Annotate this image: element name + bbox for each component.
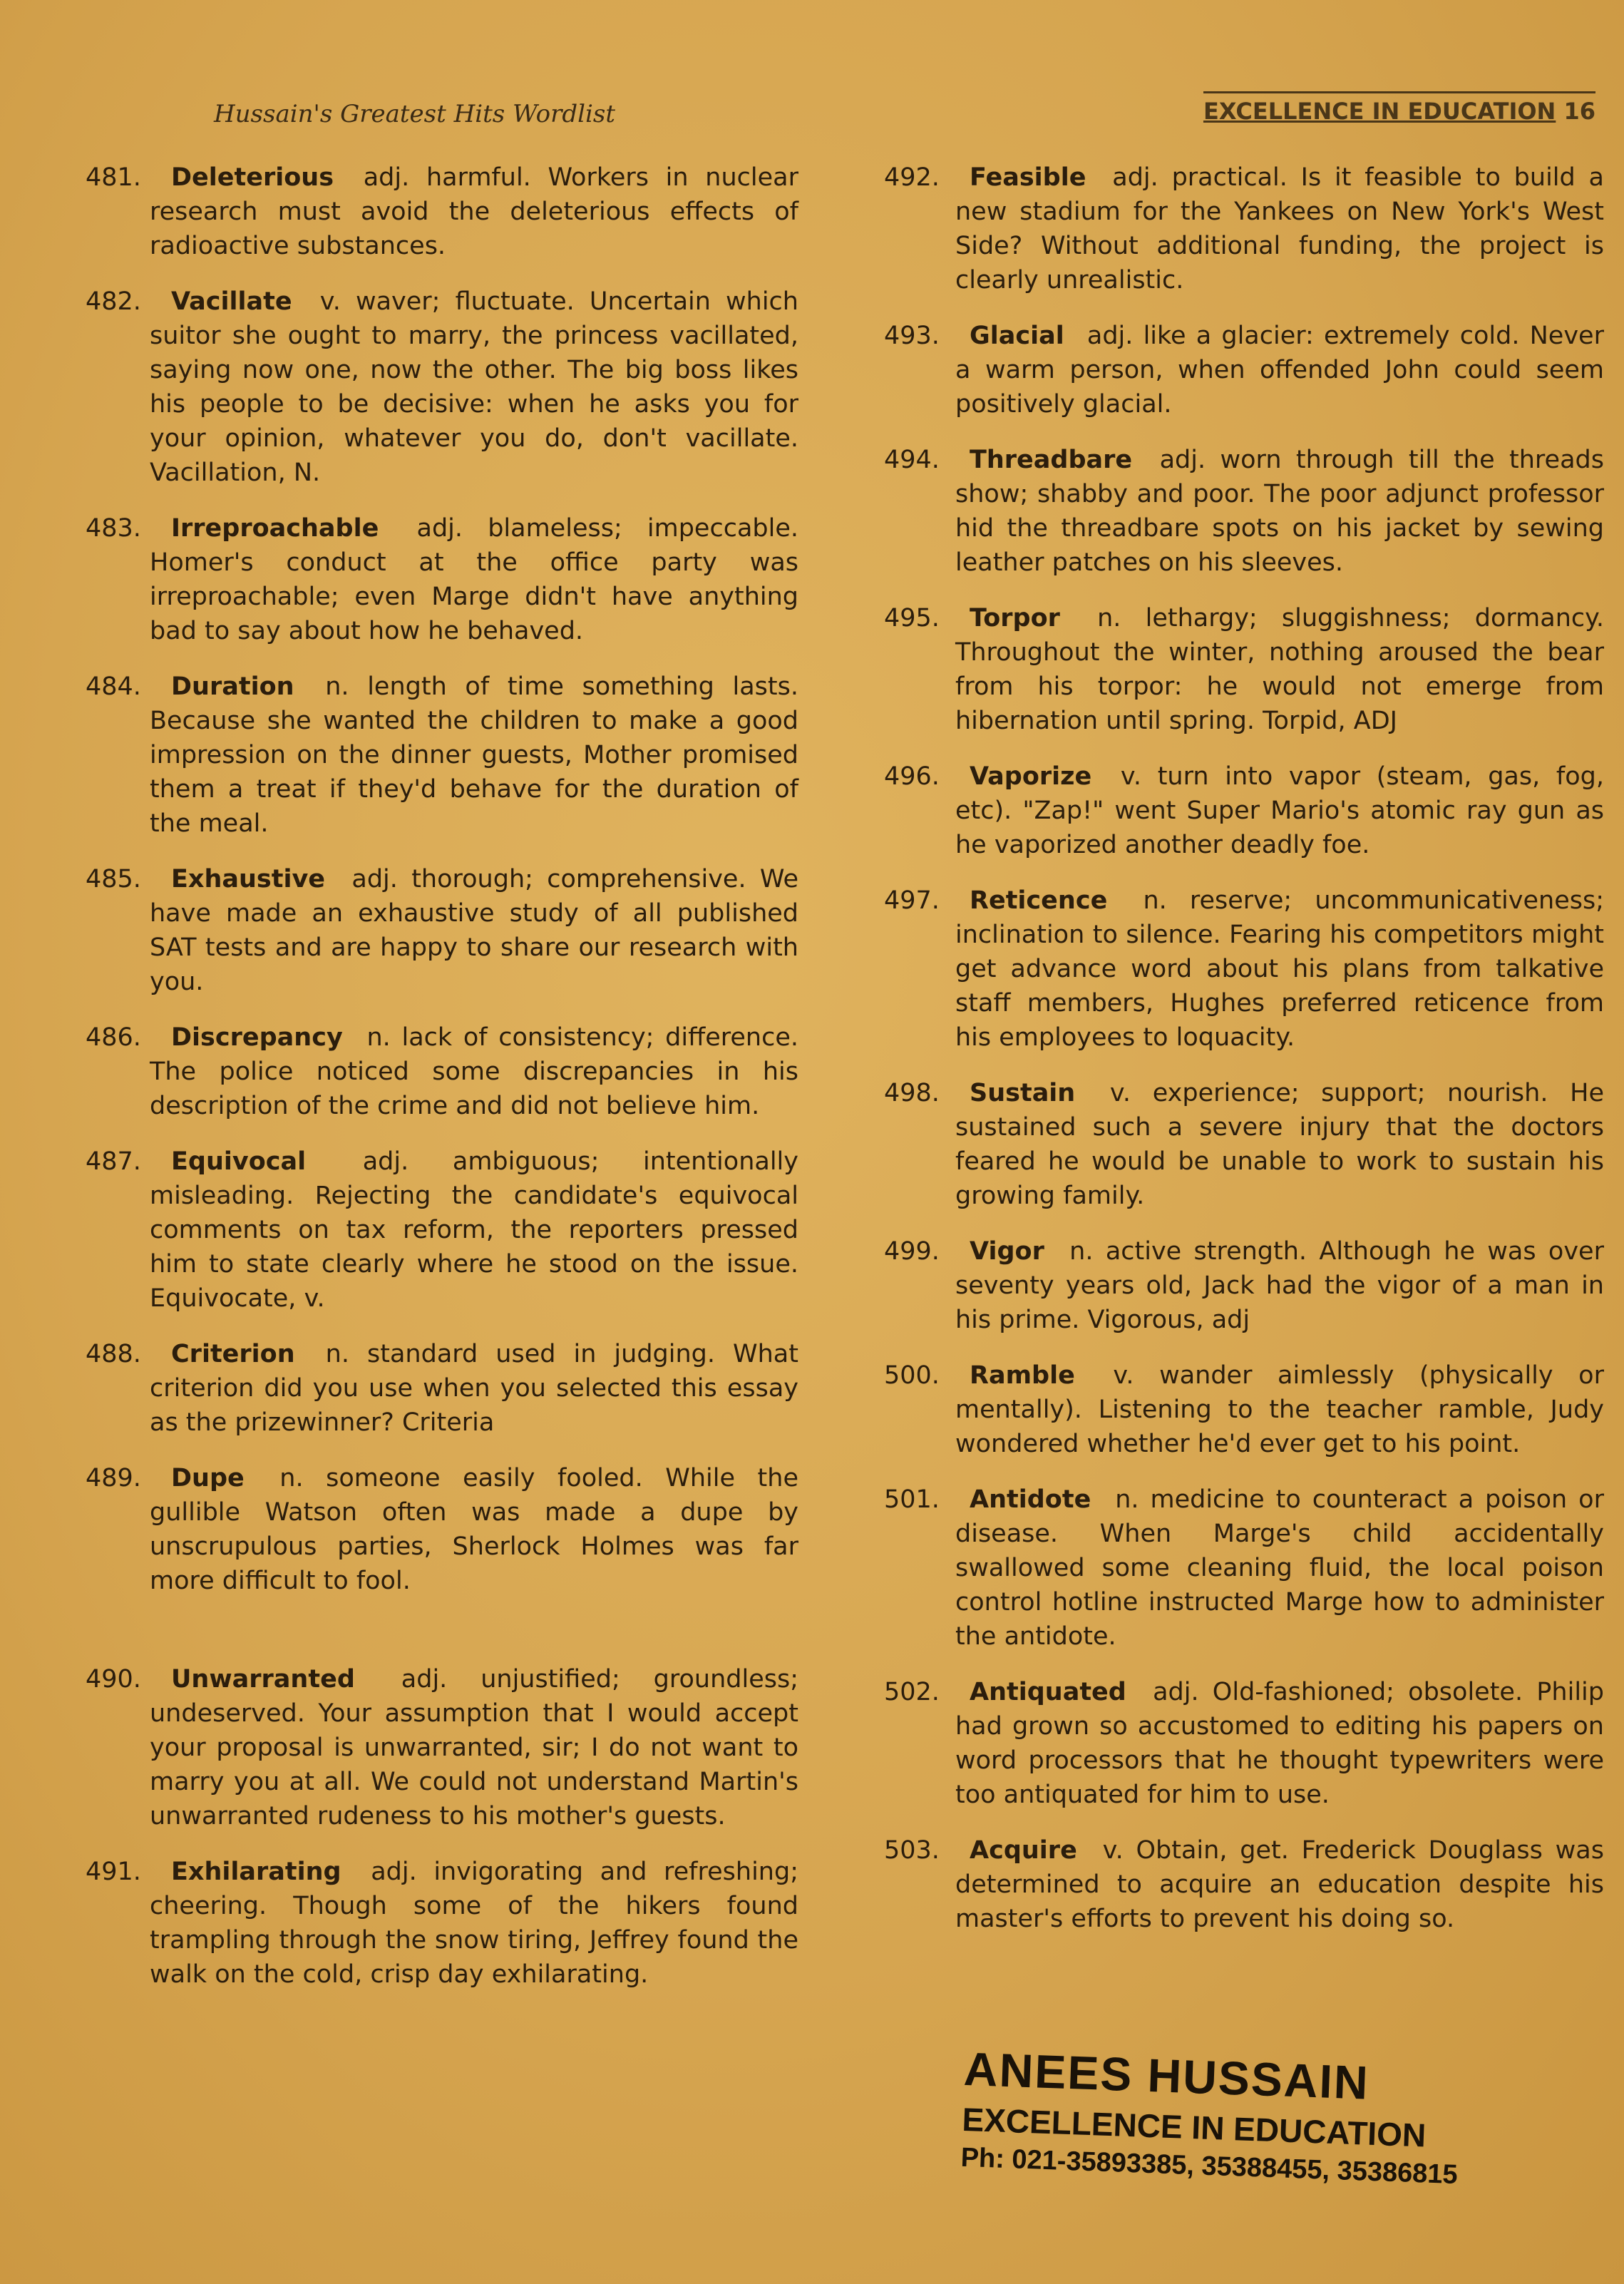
entry-definition: unjustified; groundless; undeserved. Your assumption that I would accept your proposal is unwarranted, sir; I do not want to marry you at all. We could not understand Martin's unwarranted rudeness to his mother's guests. [150,1665,798,1830]
entry-number: 484. [86,672,141,701]
entry-number: 497. [884,886,940,915]
entry-number: 501. [884,1485,940,1514]
entry-pos: n. [1097,604,1121,633]
entry-definition: like a glacier: extremely cold. Never a warm person, when offended John could seem positively glacial. [955,322,1604,419]
entry-pos: adj. [416,514,463,543]
word-entry [884,443,1604,580]
entry-word: Reticence [970,886,1108,915]
entry-number: 494. [884,446,940,474]
entry-pos: adj. [1153,1678,1199,1706]
entry-number: 489. [86,1464,141,1492]
word-entry [86,1461,798,1598]
entry-definition: blameless; impeccable. Homer's conduct at the office party was irreproachable; even Marge didn't have anything bad to say about how he behaved. [150,514,798,645]
word-entry [884,319,1604,421]
entry-pos: v. [1120,762,1142,791]
entry-word: Vaporize [970,762,1092,791]
word-entry [86,1020,798,1123]
entry-number: 483. [86,514,141,543]
entry-number: 500. [884,1361,940,1390]
entry-pos: v. [1109,1079,1131,1107]
entry-pos: adj. [371,1858,417,1886]
entry-definition: turn into vapor (steam, gas, fog, etc). "Zap!" went Super Mario's atomic ray gun as he vaporized another deadly foe. [955,762,1604,859]
page-number: 16 [1563,98,1595,125]
entry-pos: adj. [401,1665,448,1694]
entry-definition: waver; fluctuate. Uncertain which suitor she ought to marry, the princess vacillated, saying now one, now the other. The big boss likes his people to be decisive: when he asks you for your opinion, whatever you do, don't vacillate. Vacillation, N. [150,287,798,487]
header-title: EXCELLENCE IN EDUCATION [1203,98,1556,125]
entry-word: Criterion [171,1340,295,1368]
entry-pos: adj. [362,1147,409,1176]
right-column [884,160,1604,1957]
entry-word: Exhilarating [171,1858,341,1886]
spacer [86,1619,798,1662]
entry-number: 492. [884,163,940,192]
entry-pos: v. [1113,1361,1134,1390]
word-entry [86,1662,798,1833]
word-entry [86,160,798,263]
publisher-stamp [960,2042,1461,2191]
word-entry [884,1482,1604,1654]
entry-definition: harmful. Workers in nuclear research must avoid the deleterious effects of radioactive substances. [150,163,798,260]
entry-pos: n. [366,1023,391,1052]
stamp-tagline: EXCELLENCE IN EDUCATION [961,2100,1427,2154]
entry-definition: Old-fashioned; obsolete. Philip had grown so accustomed to editing his papers on word processors that he thought typewriters were too antiquated for him to use. [955,1678,1604,1809]
word-entry [86,670,798,841]
entry-word: Exhaustive [171,865,326,893]
entry-word: Sustain [970,1079,1076,1107]
word-entry [884,601,1604,738]
entry-pos: v. [319,287,341,316]
entry-pos: n. [325,1340,349,1368]
entry-definition: experience; support; nourish. He sustained such a severe injury that the doctors feared he would be unable to work to sustain his growing family. [955,1079,1604,1210]
entry-pos: n. [1143,886,1167,915]
entry-pos: adj. [351,865,398,893]
word-entry [884,1234,1604,1337]
entry-number: 502. [884,1678,940,1706]
entry-word: Threadbare [970,446,1133,474]
entry-definition: invigorating and refreshing; cheering. Though some of the hikers found trampling through the snow tiring, Jeffrey found the walk on the cold, crisp day exhilarating. [150,1858,798,1989]
entry-definition: active strength. Although he was over seventy years old, Jack had the vigor of a man in his prime. Vigorous, adj [955,1237,1604,1334]
entry-word: Vacillate [171,287,292,316]
entry-pos: v. [1102,1836,1124,1865]
entry-number: 487. [86,1147,141,1176]
entry-word: Deleterious [171,163,334,192]
wordlist-title: Hussain's Greatest Hits Wordlist [214,100,616,128]
word-entry [884,884,1604,1055]
entry-definition: someone easily fooled. While the gullible Watson often was made a dupe by unscrupulous parties, Sherlock Holmes was far more difficult to fool. [150,1464,798,1595]
word-entry [884,759,1604,862]
stamp-name: ANEES HUSSAIN [962,2042,1370,2109]
entry-definition: practical. Is it feasible to build a new stadium for the Yankees on New York's West Side? Without additional funding, the project is clearly unrealistic. [955,163,1604,295]
entry-word: Antiquated [970,1678,1126,1706]
entry-word: Feasible [970,163,1086,192]
entry-word: Acquire [970,1836,1077,1865]
entry-definition: Obtain, get. Frederick Douglass was determined to acquire an education despite his master's efforts to prevent his doing so. [955,1836,1604,1933]
entry-definition: thorough; comprehensive. We have made an exhaustive study of all published SAT tests and are happy to share our research with you. [150,865,798,996]
entry-word: Unwarranted [171,1665,355,1694]
entry-word: Glacial [970,322,1064,350]
entry-number: 490. [86,1665,141,1694]
entry-number: 499. [884,1237,940,1266]
entry-word: Equivocal [171,1147,307,1176]
entry-word: Irreproachable [171,514,379,543]
entry-definition: length of time something lasts. Because she wanted the children to make a good impression on the dinner guests, Mother promised them a treat if they'd behave for the duration of the meal. [150,672,798,838]
entry-word: Dupe [171,1464,245,1492]
entry-pos: adj. [1086,322,1134,350]
page-header [1203,91,1595,125]
word-entry [884,1076,1604,1213]
left-column [86,160,798,2013]
entry-word: Duration [171,672,294,701]
stamp-phone: Ph: 021-35893385, 35388455, 35386815 [960,2142,1459,2191]
word-entry [86,862,798,999]
entry-pos: n. [1115,1485,1139,1514]
entry-number: 488. [86,1340,141,1368]
entry-number: 498. [884,1079,940,1107]
word-entry [884,1833,1604,1936]
entry-word: Vigor [970,1237,1044,1266]
entry-number: 496. [884,762,940,791]
entry-word: Torpor [970,604,1060,633]
word-entry [884,160,1604,297]
entry-pos: n. [325,672,349,701]
word-entry [884,1358,1604,1461]
entry-number: 482. [86,287,141,316]
entry-definition: wander aimlessly (physically or mentally). Listening to the teacher ramble, Judy wondered whether he'd ever get to his point. [955,1361,1604,1458]
entry-number: 491. [86,1858,141,1886]
entry-number: 495. [884,604,940,633]
word-entry [86,511,798,648]
word-entry [86,285,798,490]
entry-definition: medicine to counteract a poison or disease. When Marge's child accidentally swallowed some cleaning fluid, the local poison control hotline instructed Marge how to administer the antidote. [955,1485,1604,1651]
entry-number: 485. [86,865,141,893]
entry-definition: worn through till the threads show; shabby and poor. The poor adjunct professor hid the threadbare spots on his jacket by sewing leather patches on his sleeves. [955,446,1604,577]
entry-word: Discrepancy [171,1023,343,1052]
word-entry [884,1675,1604,1812]
entry-word: Ramble [970,1361,1075,1390]
entry-number: 481. [86,163,141,192]
entry-pos: adj. [363,163,410,192]
entry-definition: lethargy; sluggishness; dormancy. Throughout the winter, nothing aroused the bear from his torpor: he would not emerge from hibernation until spring. Torpid, ADJ [955,604,1604,735]
entry-definition: ambiguous; intentionally misleading. Rejecting the candidate's equivocal comments on tax reform, the reporters pressed him to state clearly where he stood on the issue. Equivocate, v. [150,1147,798,1313]
word-entry [86,1337,798,1440]
word-entry [86,1855,798,1992]
entry-number: 486. [86,1023,141,1052]
word-entry [86,1144,798,1316]
entry-number: 493. [884,322,940,350]
entry-number: 503. [884,1836,940,1865]
entry-pos: n. [279,1464,304,1492]
entry-definition: lack of consistency; difference. The police noticed some discrepancies in his description of the crime and did not believe him. [150,1023,798,1120]
entry-word: Antidote [970,1485,1091,1514]
entry-pos: adj. [1112,163,1158,192]
entry-definition: reserve; uncommunicativeness; inclination to silence. Fearing his competitors might get advance word about his plans from talkative staff members, Hughes preferred reticence from his employees to loquacity. [955,886,1604,1052]
entry-pos: n. [1069,1237,1094,1266]
entry-definition: standard used in judging. What criterion did you use when you selected this essay as the prizewinner? Criteria [150,1340,798,1437]
entry-pos: adj. [1159,446,1206,474]
